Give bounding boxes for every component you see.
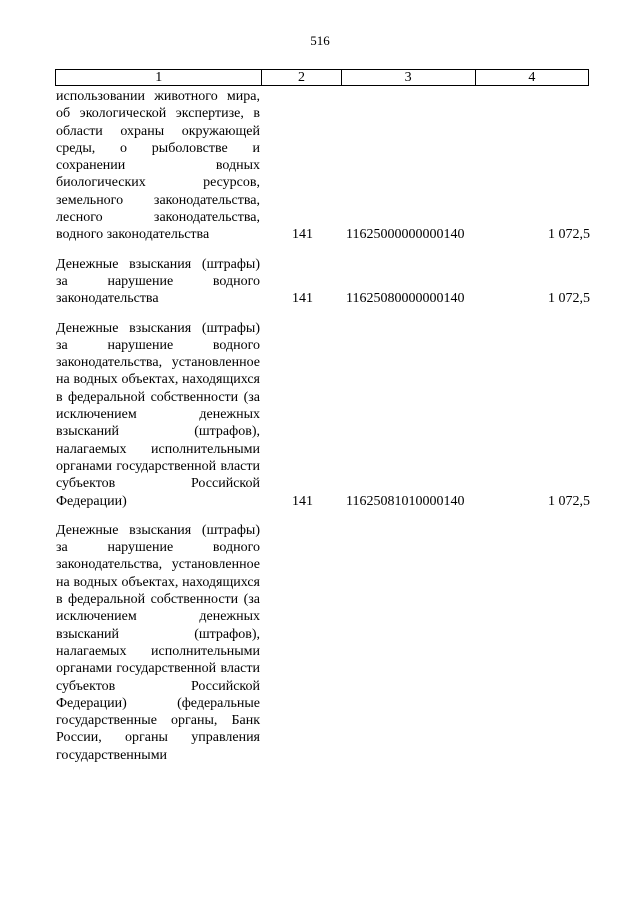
row-kbk-code: 11625000000000140 (346, 227, 465, 243)
table-row (56, 88, 590, 244)
row-admin-code: 141 (292, 291, 313, 307)
row-description: Денежные взыскания (штрафы) за нарушение водного законодательства, установленное на водных объектах, находящихся в федеральной собственности (за исключением денежных взысканий (штрафов), налагаемых исполнительными органами государственной власти субъектов Российской Федерации) (56, 320, 260, 509)
table-row (56, 320, 590, 510)
column-header-row (56, 70, 589, 86)
column-header-2: 2 (262, 70, 341, 86)
table-row (56, 522, 590, 764)
column-header-table (55, 69, 589, 86)
row-description: использовании животного мира, об экологической экспертизе, в области охраны окружающей среды, о рыболовстве и сохранении водных биологических ресурсов, земельного законодательства, лесного законодательства, водного законодательства (56, 89, 260, 243)
table-body (56, 88, 590, 776)
page-number: 516 (310, 33, 330, 48)
row-admin-code: 141 (292, 227, 313, 243)
row-amount: 1 072,5 (548, 227, 590, 243)
row-description: Денежные взыскания (штрафы) за нарушение водного законодательства, установленное на водных объектах, находящихся в федеральной собственности (за исключением денежных взысканий (штрафов), налагаемых исполнительными органами государственной власти субъектов Российской Федерации) (федеральные государственные органы, Банк России, органы управления государственными (56, 522, 260, 763)
row-kbk-code: 11625080000000140 (346, 291, 465, 307)
row-amount: 1 072,5 (548, 493, 590, 509)
table-row (56, 256, 590, 308)
row-admin-code: 141 (292, 493, 313, 509)
row-description: Денежные взыскания (штрафы) за нарушение водного законодательства (56, 256, 260, 307)
row-amount: 1 072,5 (548, 291, 590, 307)
column-header-1: 1 (56, 70, 262, 86)
row-kbk-code: 11625081010000140 (346, 493, 465, 509)
column-header-3: 3 (341, 70, 475, 86)
column-header-4: 4 (475, 70, 588, 86)
